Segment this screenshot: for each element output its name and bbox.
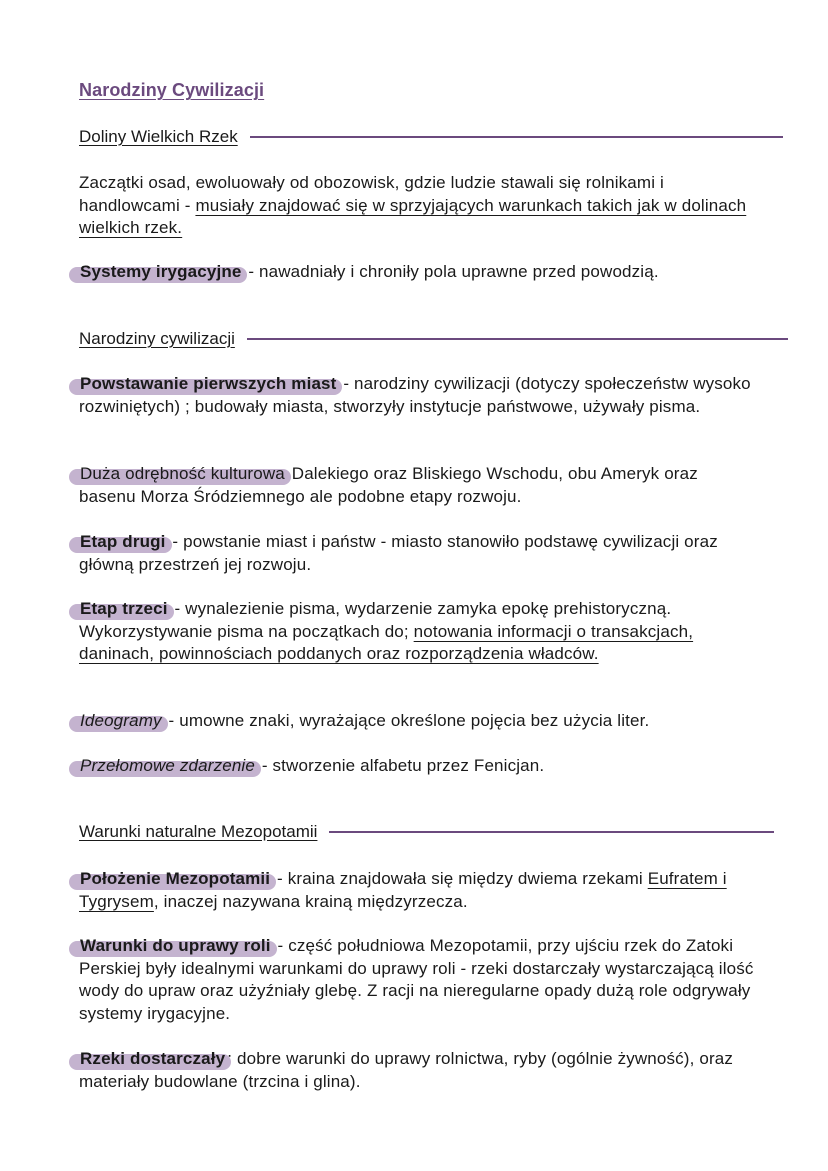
highlighted-term: Systemy irygacyjne [79, 261, 243, 284]
section-heading-mezopotamia [79, 821, 774, 843]
paragraph-text: - umowne znaki, wyrażające określone pojęcia bez użycia liter. [163, 711, 650, 730]
section-heading-label: Doliny Wielkich Rzek [79, 127, 238, 146]
underlined-text: musiały znajdować się w sprzyjających warunkach takich jak w dolinach wielkich rzek. [79, 195, 747, 237]
paragraph-text: - wynalezienie pisma, wydarzenie zamyka epokę prehistoryczną. Wykorzystywanie pisma na początkach do; [79, 599, 672, 641]
highlighted-term: Ideogramy [79, 710, 164, 733]
paragraph-etap-trzeci [79, 598, 759, 666]
highlighted-term: Powstawanie pierwszych miast [79, 373, 338, 396]
paragraph-rzeki-dostarczaly [79, 1048, 759, 1093]
section-divider [247, 338, 788, 340]
paragraph-etap-drugi [79, 531, 759, 576]
page-title: Narodziny Cywilizacji [79, 80, 265, 100]
section-divider [329, 831, 774, 833]
paragraph-odrebnosc-kulturowa [79, 463, 759, 508]
highlighted-term: Warunki do uprawy roli [79, 935, 273, 958]
paragraph-text: : dobre warunki do uprawy rolnictwa, ryby (ogólnie żywność), oraz materiały budowlane (trzcina i glina). [79, 1049, 734, 1091]
paragraph-zaczatki-osad [79, 172, 759, 240]
paragraph-text: , inaczej nazywana krainą międzyrzecza. [153, 891, 468, 911]
paragraph-text: Zaczątki osad, ewoluowały od obozowisk, gdzie ludzie stawali się rolnikami i handlowcami - [79, 173, 664, 215]
highlighted-term: Duża odrębność kulturowa [79, 463, 287, 486]
section-heading-narodziny [79, 328, 788, 350]
paragraph-text: - narodziny cywilizacji (dotyczy społeczeństw wysoko rozwiniętych) ; budowały miasta, stworzyły instytucje państwowe, używały pisma. [79, 374, 751, 416]
paragraph-przelomowe-zdarzenie [79, 755, 759, 778]
paragraph-text: Dalekiego oraz Bliskiego Wschodu, obu Ameryk oraz basenu Morza Śródziemnego ale podobne etapy rozwoju. [79, 464, 698, 506]
underlined-text: Eufratem i Tygrysem [79, 869, 727, 911]
highlighted-term: Przełomowe zdarzenie [79, 755, 257, 778]
section-heading-label: Warunki naturalne Mezopotamii [79, 822, 318, 841]
underlined-text: notowania informacji o transakcjach, daninach, powinnościach poddanych oraz rozporządzenia władców. [79, 621, 694, 663]
paragraph-text: - kraina znajdowała się między dwiema rzekami [272, 869, 648, 888]
paragraph-systemy-irygacyjne [79, 261, 759, 284]
section-divider [250, 136, 783, 138]
paragraph-text: - część południowa Mezopotamii, przy ujściu rzek do Zatoki Perskiej były idealnymi warunkami do uprawy roli - rzeki dostarczały wystarczającą ilość wody do upraw oraz użyźniały glebę. Z racji na nieregularne opady dużą role odgrywały systemy irygacyjne. [79, 936, 754, 1023]
paragraph-text: - nawadniały i chroniły pola uprawne przed powodzią. [243, 262, 659, 281]
highlighted-term: Etap drugi [79, 531, 168, 554]
section-heading-label: Narodziny cywilizacji [79, 329, 235, 348]
section-heading-doliny [79, 126, 783, 148]
paragraph-text: - powstanie miast i państw - miasto stanowiło podstawę cywilizacji oraz główną przestrzeń jej rozwoju. [79, 532, 718, 574]
paragraph-warunki-uprawy [79, 935, 759, 1025]
highlighted-term: Etap trzeci [79, 598, 170, 621]
paragraph-powstawanie-miast [79, 373, 759, 418]
paragraph-text: - stworzenie alfabetu przez Fenicjan. [256, 756, 545, 775]
paragraph-polozenie-mezopotamii [79, 868, 759, 913]
highlighted-term: Rzeki dostarczały [79, 1048, 227, 1071]
highlighted-term: Położenie Mezopotamii [79, 868, 272, 891]
paragraph-ideogramy [79, 710, 759, 733]
